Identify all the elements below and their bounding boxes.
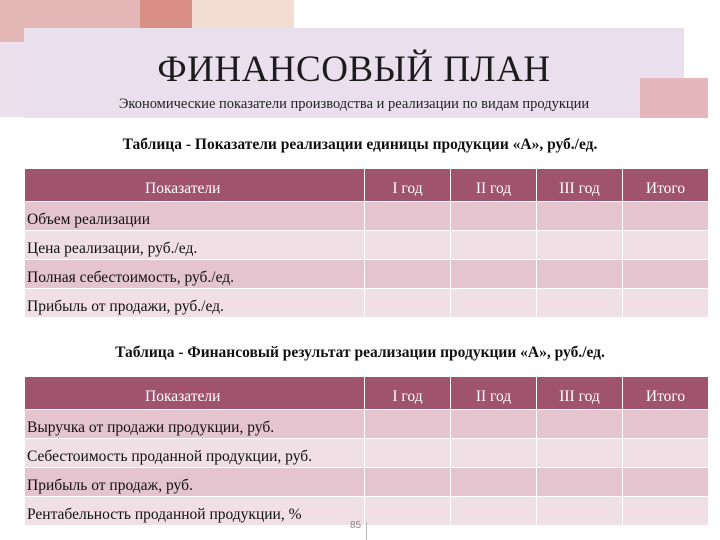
header-cell: Итого bbox=[623, 169, 709, 202]
slide-subtitle: Экономические показатели производства и реализации по видам продукции bbox=[118, 96, 590, 112]
table-cell bbox=[365, 260, 451, 289]
decor-block bbox=[0, 42, 24, 117]
table-cell bbox=[537, 468, 623, 497]
table-cell bbox=[365, 231, 451, 260]
table-cell bbox=[623, 497, 709, 526]
table-cell bbox=[623, 202, 709, 231]
table-header-row bbox=[25, 169, 709, 202]
row-label: Полная себестоимость, руб./ед. bbox=[25, 260, 365, 289]
table-cell bbox=[365, 202, 451, 231]
row-label: Цена реализации, руб./ед. bbox=[25, 231, 365, 260]
row-label: Прибыль от продажи, руб./ед. bbox=[25, 289, 365, 318]
row-label: Прибыль от продаж, руб. bbox=[25, 468, 365, 497]
table-cell bbox=[451, 231, 537, 260]
header-cell: I год bbox=[365, 377, 451, 410]
row-label: Себестоимость проданной продукции, руб. bbox=[25, 439, 365, 468]
table-cell bbox=[537, 231, 623, 260]
table-cell bbox=[451, 497, 537, 526]
table-header-row bbox=[25, 377, 709, 410]
table-cell bbox=[365, 439, 451, 468]
table-cell bbox=[537, 260, 623, 289]
table-row bbox=[25, 410, 709, 439]
table-cell bbox=[451, 468, 537, 497]
table-cell bbox=[365, 497, 451, 526]
row-label: Объем реализации bbox=[25, 202, 365, 231]
row-label: Рентабельность проданной продукции, % bbox=[25, 497, 365, 526]
financial-result-table bbox=[24, 376, 709, 526]
header-cell: II год bbox=[451, 169, 537, 202]
table-row bbox=[25, 289, 709, 318]
header-cell: Показатели bbox=[25, 169, 365, 202]
table-cell bbox=[623, 231, 709, 260]
table-cell bbox=[365, 468, 451, 497]
table-row bbox=[25, 468, 709, 497]
table-row bbox=[25, 231, 709, 260]
table-cell bbox=[623, 260, 709, 289]
table-cell bbox=[537, 410, 623, 439]
table-cell bbox=[537, 497, 623, 526]
table-cell bbox=[451, 260, 537, 289]
table-cell bbox=[537, 289, 623, 318]
sales-indicators-table bbox=[24, 168, 709, 318]
header-cell: Итого bbox=[623, 377, 709, 410]
table-cell bbox=[451, 439, 537, 468]
page-divider bbox=[366, 522, 367, 540]
row-label: Выручка от продажи продукции, руб. bbox=[25, 410, 365, 439]
table-row bbox=[25, 439, 709, 468]
table-cell bbox=[451, 202, 537, 231]
header-cell: I год bbox=[365, 169, 451, 202]
table2-caption: Таблица - Финансовый результат реализации продукции «А», руб./ед. bbox=[115, 344, 605, 361]
header-cell: III год bbox=[537, 169, 623, 202]
table-cell bbox=[451, 289, 537, 318]
table-cell bbox=[623, 289, 709, 318]
table1-caption: Таблица - Показатели реализации единицы продукции «А», руб./ед. bbox=[122, 136, 598, 153]
table-cell bbox=[451, 410, 537, 439]
table-cell bbox=[623, 439, 709, 468]
table-cell bbox=[623, 468, 709, 497]
table-cell bbox=[365, 289, 451, 318]
slide-title: ФИНАНСОВЫЙ ПЛАН bbox=[157, 49, 551, 90]
table-cell bbox=[537, 439, 623, 468]
table-row bbox=[25, 260, 709, 289]
page-number: 85 bbox=[350, 520, 362, 531]
table-row bbox=[25, 202, 709, 231]
table-cell bbox=[623, 410, 709, 439]
header-cell: II год bbox=[451, 377, 537, 410]
header-cell: III год bbox=[537, 377, 623, 410]
table-cell bbox=[537, 202, 623, 231]
header-cell: Показатели bbox=[25, 377, 365, 410]
table-cell bbox=[365, 410, 451, 439]
